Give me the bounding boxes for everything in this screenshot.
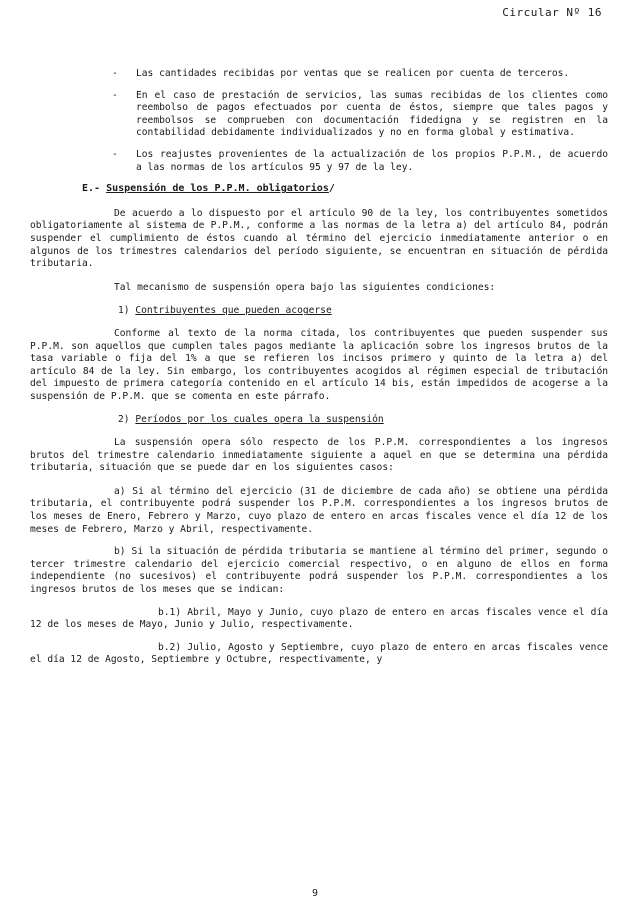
intro-paragraph: De acuerdo a lo dispuesto por el artículo 90 de la ley, los contribuyentes sometidos obligatoriamente al sistema de P.P.M., conforme a las normas de la letra a) del artículo 84, podrán suspender el cumplimiento de éstos cuando al término del ejercicio inmediatamente anterior o en algunos de los trimestres calendarios del período siguiente, se encuentran en situación de pérdida tributaria. — [30, 207, 608, 270]
case-a-paragraph: a) Si al término del ejercicio (31 de diciembre de cada año) se obtiene una pérdida tributaria, el contribuyente podrá suspender los P.P.M. correspondientes a los ingresos brutos de los meses de Enero, Febrero y Marzo, cuyo plazo de entero en arcas fiscales vence el día 12 de los meses de Febrero, Marzo y Abril, respectivamente. — [30, 485, 608, 535]
section-letter: E.- — [82, 183, 101, 195]
periodos-paragraph: La suspensión opera sólo respecto de los P.P.M. correspondientes a los ingresos brutos del trimestre calendario inmediatamente siguiente a aquel en que se determina una pérdida tributaria, situación que se puede dar en los siguientes casos: — [30, 437, 608, 474]
section-heading — [82, 183, 608, 196]
subsection-heading-2 — [118, 414, 608, 427]
case-b2-paragraph: b.2) Julio, Agosto y Septiembre, cuyo plazo de entero en arcas fiscales vence el día 12 de Agosto, Septiembre y Octubre, respectivamente, y — [30, 641, 608, 666]
section-title-text: Suspensión de los P.P.M. obligatorios — [106, 183, 329, 195]
list-item-text: En el caso de prestación de servicios, las sumas recibidas de los clientes como reembolso de pagos efectuados por cuenta de éstos, siempre que tales pagos y reembolsos se comprueben con documentación fidedigna y se registren en la contabilidad debidamente individualizados y no en forma global y estimativa. — [136, 89, 608, 139]
handwritten-check-mark: / — [328, 183, 335, 195]
page-number: 9 — [311, 888, 319, 899]
subsection-title: Contribuyentes que pueden acogerse — [135, 305, 332, 317]
contribuyentes-paragraph: Conforme al texto de la norma citada, los contribuyentes que pueden suspender sus P.P.M. son aquellos que cumplen tales pagos mediante la aplicación sobre los ingresos brutos de la tasa variable o fija del 1% a que se refieren los incisos primero y quinto de la letra a) del artículo 84 de la ley. Sin embargo, los contribuyentes acogidos al régimen especial de tributación del impuesto de primera categoría contenido en el artículo 14 bis, están impedidos de acogerse a la suspensión de P.P.M. que se comenta en este párrafo. — [30, 327, 608, 402]
bullet-dash: - — [112, 89, 118, 101]
subsection-number: 2) — [118, 414, 130, 426]
list-item — [112, 68, 608, 81]
page-header-title: Circular Nº 16 — [502, 6, 602, 19]
bullet-dash: - — [112, 68, 118, 79]
subsection-number: 1) — [118, 305, 130, 317]
case-b-paragraph: b) Si la situación de pérdida tributaria se mantiene al término del primer, segundo o tercer trimestre calendario del ejercicio comercial respectivo, o en alguno de ellos en forma independiente (no sucesivos) el contribuyente podrá suspender los P.P.M. correspondientes a los ingresos brutos de los meses que se indican: — [30, 546, 608, 595]
list-item — [112, 149, 608, 174]
document-body — [30, 68, 608, 677]
list-item-text: Las cantidades recibidas por ventas que se realicen por cuenta de terceros. — [136, 68, 570, 79]
mechanism-paragraph: Tal mecanismo de suspensión opera bajo las siguientes condiciones: — [114, 281, 496, 293]
subsection-heading-1 — [118, 305, 608, 318]
case-b1-paragraph: b.1) Abril, Mayo y Junio, cuyo plazo de entero en arcas fiscales vence el día 12 de los meses de Mayo, Junio y Julio, respectivamente. — [30, 606, 608, 631]
list-item-text: Los reajustes provenientes de la actualización de los propios P.P.M., de acuerdo a las normas de los artículos 95 y 97 de la ley. — [136, 148, 608, 173]
list-item — [112, 90, 608, 140]
subsection-title: Períodos por los cuales opera la suspensión — [135, 414, 384, 426]
bullet-dash: - — [112, 148, 118, 160]
